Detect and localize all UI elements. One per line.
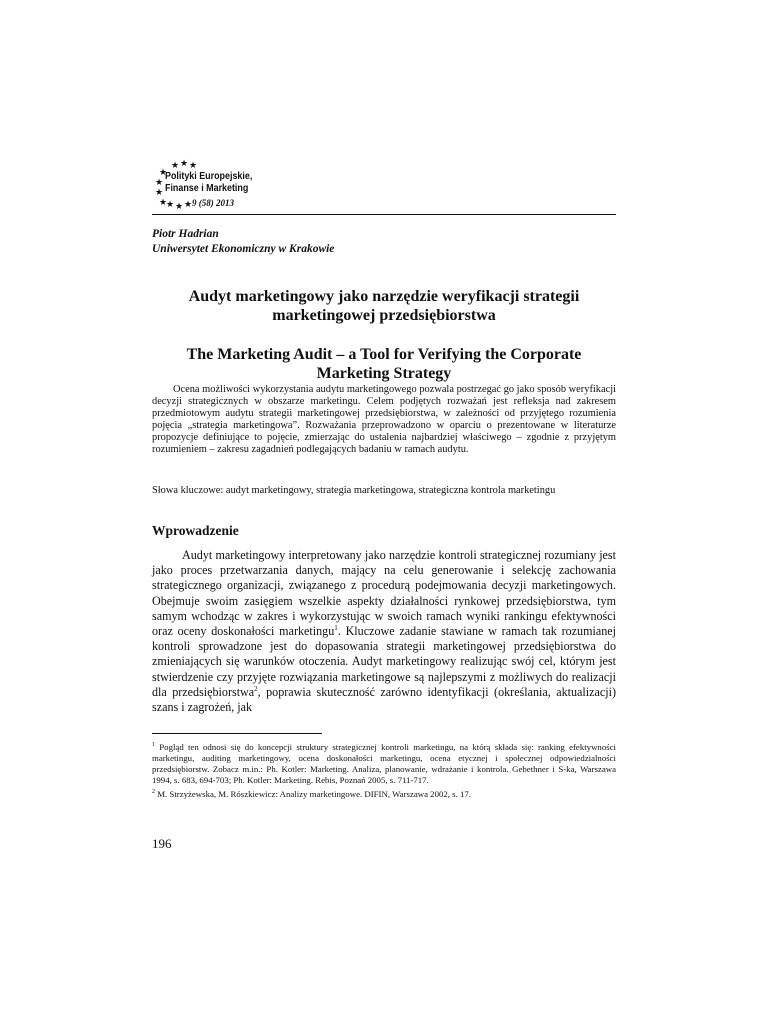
footnote-1-number: 1 — [152, 742, 155, 748]
author-block — [152, 227, 334, 257]
body-text-part3: , poprawia skuteczność zarówno identyfikacji (określania, aktualizacji) szans i zagrożeń, jak — [152, 684, 616, 715]
logo-stars-icon: ★ ★ ★ ★ ★ ★ ★ ★ ★ ★ — [155, 159, 198, 212]
header-divider — [152, 214, 616, 215]
footnote-1-text: Pogląd ten odnosi się do koncepcji struktury strategicznej kontroli marketingu, na którą składa się: ranking efektywności marketingu, auditing marketingowy, ocena doskonałości marketingu, ocena etycznej i społecznej odpowiedzialności przedsiębiorstw. Zobacz m.in.: Ph. Kotler: Marketing. Analiza, planowanie, wdrażanie i kontrola. Gebethner i S-ka, Warszawa 1994, s. 683, 694-703; Ph. Kotler: Marketing. Rebis, Poznań 2005, s. 711-717. — [152, 741, 616, 785]
footnote-2-number: 2 — [152, 788, 155, 795]
journal-logo — [150, 160, 270, 212]
footnote-1 — [152, 740, 616, 786]
abstract — [152, 384, 616, 455]
body-text — [152, 548, 616, 715]
footnote-ref-2[interactable]: 2 — [254, 684, 258, 693]
body-text-part1: Audyt marketingowy interpretowany jako narzędzie kontroli strategicznej rozumiany jest jako proces przetwarzania danych, mający na celu generowanie i selekcję zachowania strategicznego organizacji, związanego z procedurą podejmowania decyzji marketingowych. Obejmuje swoim zasięgiem wszelkie aspekty działalności rynkowej przedsiębiorstwa, tym samym wchodząc w zakres i wykorzystując w swoich ramach wyniki rankingu efektywności oraz oceny doskonałości marketingu — [152, 548, 616, 639]
title-english-line2: Marketing Strategy — [316, 365, 452, 382]
footnote-2 — [152, 787, 616, 800]
keywords: Słowa kluczowe: audyt marketingowy, strategia marketingowa, strategiczna kontrola marketingu — [152, 485, 556, 496]
title-polish — [152, 287, 616, 325]
footnote-2-text: M. Strzyżewska, M. Rószkiewicz: Analizy marketingowe. DIFIN, Warszawa 2002, s. 17. — [157, 788, 471, 799]
section-heading: Wprowadzenie — [152, 523, 239, 538]
footnote-ref-1[interactable]: 1 — [334, 623, 338, 632]
title-english — [152, 345, 616, 383]
body-paragraph — [152, 548, 616, 715]
title-english-line1: The Marketing Audit – a Tool for Verifying the Corporate — [186, 346, 582, 363]
author-name: Piotr Hadrian — [152, 228, 219, 240]
author-affiliation: Uniwersytet Ekonomiczny w Krakowie — [152, 243, 335, 255]
journal-name-line2: Finanse i Marketing — [165, 182, 249, 194]
journal-name — [165, 170, 252, 194]
body-text-part2: . Kluczowe zadanie stawiane w ramach tak rozumianej kontroli sprowadzone jest do dopasowania strategii marketingowej przedsiębiorstwa do zmieniających się warunków otoczenia. Audyt marketingowy realizując swój cel, którym jest stwierdzenie czy przyjęte rozwiązania marketingowe są najlepszymi z możliwych do realizacji dla przedsiębiorstwa — [152, 624, 616, 699]
journal-issue: 9 (58) 2013 — [192, 198, 234, 208]
footnote-divider — [152, 733, 322, 734]
abstract-text: Ocena możliwości wykorzystania audytu marketingowego pozwala postrzegać go jako sposób weryfikacji decyzji strategicznych w obszarze marketingu. Celem podjętych rozważań jest refleksja nad zakresem przedmiotowym audytu strategii marketingowej przedsiębiorstwa, w zależności od przyjętego rozumienia pojęcia „strategia marketingowa”. Rozważania przeprowadzono w oparciu o prezentowane w literaturze propozycje definiujące to pojęcie, zmierzając do ustalenia najbardziej właściwego – zgodnie z przyjętym rozumieniem – zakresu zagadnień podlegających badaniu w ramach audytu. — [152, 384, 616, 455]
page-number: 196 — [152, 836, 172, 851]
journal-name-line1: Polityki Europejskie, — [165, 170, 253, 182]
title-polish-line2: marketingowej przedsiębiorstwa — [272, 307, 496, 324]
title-polish-line1: Audyt marketingowy jako narzędzie weryfikacji strategii — [188, 288, 580, 305]
footnotes — [152, 740, 616, 801]
